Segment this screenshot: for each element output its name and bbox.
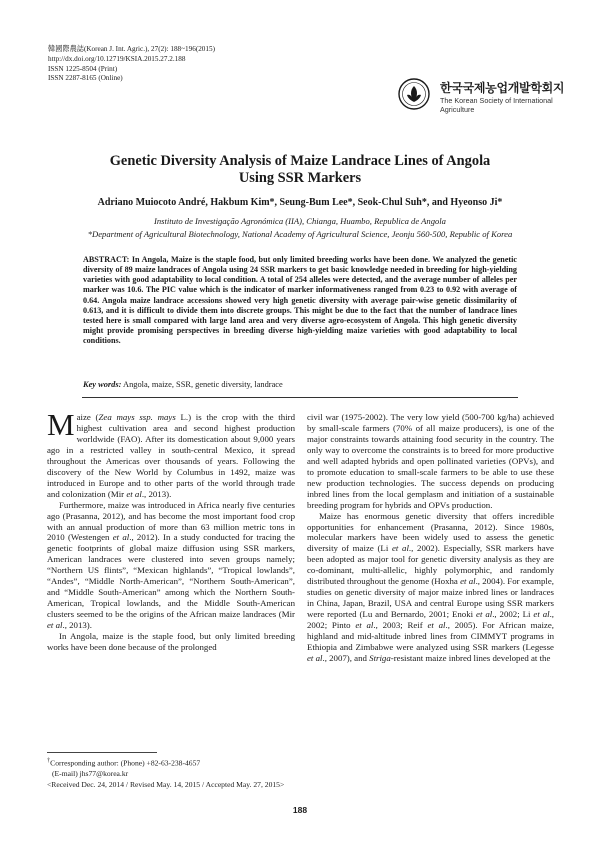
section-divider	[82, 397, 518, 398]
corresponding-email[interactable]: (E-mail) jhs77@korea.kr	[52, 769, 129, 779]
species-name: Zea mays ssp. mays	[98, 412, 176, 422]
body-paragraph: civil war (1975-2002). The very low yield (500-700 kg/ha) achieved by small-scale farmers (70% of all maize producers), is one of the major constraints towards attaining food security in the country. The only way to overcome the constraints is to breed for more productive and well adapted hybrids and open pollinated varieties (OPVs), and to promote education to small-scale farmers to be able to use these new production technologies. The success depends on producing inbred lines from the local gemplasm and initiation of a sustainable breeding program for hybrids and OPVs production.	[307, 412, 554, 510]
keywords-text: Angola, maize, SSR, genetic diversity, landrace	[123, 380, 283, 389]
doi-link[interactable]: http://dx.doi.org/10.12719/KSIA.2015.27.2.188	[48, 54, 186, 63]
page-number: 188	[292, 805, 308, 815]
corresponding-author: †Corresponding author: (Phone) +82-63-238-4657	[47, 757, 201, 768]
body-paragraph: Maize has enormous genetic diversity that offers incredible opportunities for enhancement (Prasanna, 2012). Since 1980s, molecular markers have been widely used to assess the genetic diversity of maize (Li et al., 2002). Especially, SSR markers have been adopted as major tool for genetic diversity analysis as they are co-dominant, multi-allelic, highly polymorphic, and randomly distributed throughout the genome (Hoxha et al., 2004). For example, studies on genetic diversity of major maize inbred lines or landraces in China, Japan, Brazil, USA and central Europe using SSR markers were reported (Lu and Bernardo, 2001; Enoki et al., 2002; Li et al., 2002; Pinto et al., 2003; Reif et al., 2005). For African maize, highland and mid-altitude inbred lines from CIMMYT programs in Ethiopia and Zimbabwe were analyzed using SSR markers (Legesse et al., 2007), and Striga-resistant maize inbred lines developed at the	[307, 510, 554, 663]
body-column-left	[47, 407, 296, 653]
abstract	[83, 255, 517, 346]
society-english-name: The Korean Society of International Agriculture	[440, 96, 553, 114]
keywords	[83, 380, 517, 389]
body-paragraph: In Angola, maize is the staple food, but only limited breeding works have been done because of the prolonged	[47, 631, 295, 653]
title-line-1: Genetic Diversity Analysis of Maize Landrace Lines of Angola	[109, 153, 491, 169]
drop-cap: M	[47, 407, 75, 442]
society-logo	[398, 74, 565, 122]
issn-online: ISSN 2287-8165 (Online)	[48, 74, 123, 83]
society-korean-name: 한국국제농업개발학회지	[440, 81, 565, 95]
body-column-right	[307, 412, 554, 664]
received-dates: <Received Dec. 24, 2014 / Revised May. 14, 2015 / Accepted May. 27, 2015>	[47, 780, 285, 790]
keywords-label: Key words:	[83, 380, 122, 389]
footnote	[47, 756, 297, 791]
footnote-divider	[47, 752, 157, 753]
abstract-text: In Angola, Maize is the staple food, but only limited breeding works have been done. We analyzed the genetic diversity of 89 maize landraces of Angola using 24 SSR markers to get basic knowledge needed in breeding for high-yielding varieties with good adaptability to local condition. A total of 254 alleles were detected, and the average number of alleles per marker was 10.6. The PIC value which is the indicator of marker informativeness ranged from 0.23 to 0.92 with average of 0.64. Angola maize landrace accessions showed very high genetic diversity with average pair-wise genetic dissimilarity of 0.613, and it is difficult to divide them into discrete groups. This might be due to the fact that the number of landrace lines tested here is small compared with large land area and very diverse agro-ecosystem of Angola. This high genetic diversity might provide promising perspectives in breeding diverse high-yielding maize varieties with good adaptability to local conditions.	[83, 255, 518, 346]
author-list: Adriano Muiocoto André, Hakbum Kim*, Seung-Bum Lee*, Seok-Chul Suh*, and Hyeonso Ji*	[97, 197, 503, 208]
society-seal-icon	[398, 78, 430, 110]
dagger-mark: †	[47, 757, 51, 764]
journal-header	[48, 45, 348, 84]
affiliation-2: *Department of Agricultural Biotechnology, National Academy of Agricultural Science, Jeonju 560-500, Republic of Korea	[87, 229, 513, 239]
issn-print: ISSN 1225-8504 (Print)	[48, 64, 118, 73]
body-paragraph: Furthermore, maize was introduced in Africa nearly five centuries ago (Prasanna, 2012), and has become the most important food crop with an annual production of more than 63 million metric tons in 2010 (Westengen et al., 2012). In a study conducted for tracing the genetic footprints of global maize diffusion using SSR markers, American landraces were clustered into seven groups namely; “Northern US flints”, “Mexican highlands”, “Tropical lowlands”, “Andes”, “Middle North-American”, “Northern South-American”, and “Middle South-American” among which the Northern South-American, Tropical lowlands, and the Middle South-American clusters seemed to be the origins of the African maize landraces (Mir et al., 2013).	[47, 499, 295, 631]
body-paragraph: Maize (Zea mays ssp. mays L.) is the crop with the third highest cultivation area and second highest production worldwide (FAO). After its domestication about 9,000 years ago in a restricted valley in south-central Mexico, it spread throughout the Americas over thousands of years. Following the discovery of the New World by Columbus in 1492, maize was introduced in Europe and to other parts of the world through trade and colonization (Mir et al., 2013).	[47, 407, 296, 499]
paper-title	[50, 153, 550, 187]
title-line-2: Using SSR Markers	[238, 170, 362, 186]
abstract-label: ABSTRACT:	[83, 255, 130, 264]
affiliation-1: Instituto de Investigação Agronómica (IIA), Chianga, Huambo, Republica de Angola	[154, 216, 446, 226]
journal-citation: 韓國際農誌(Korean J. Int. Agric.), 27(2): 188~196(2015)	[48, 45, 215, 53]
